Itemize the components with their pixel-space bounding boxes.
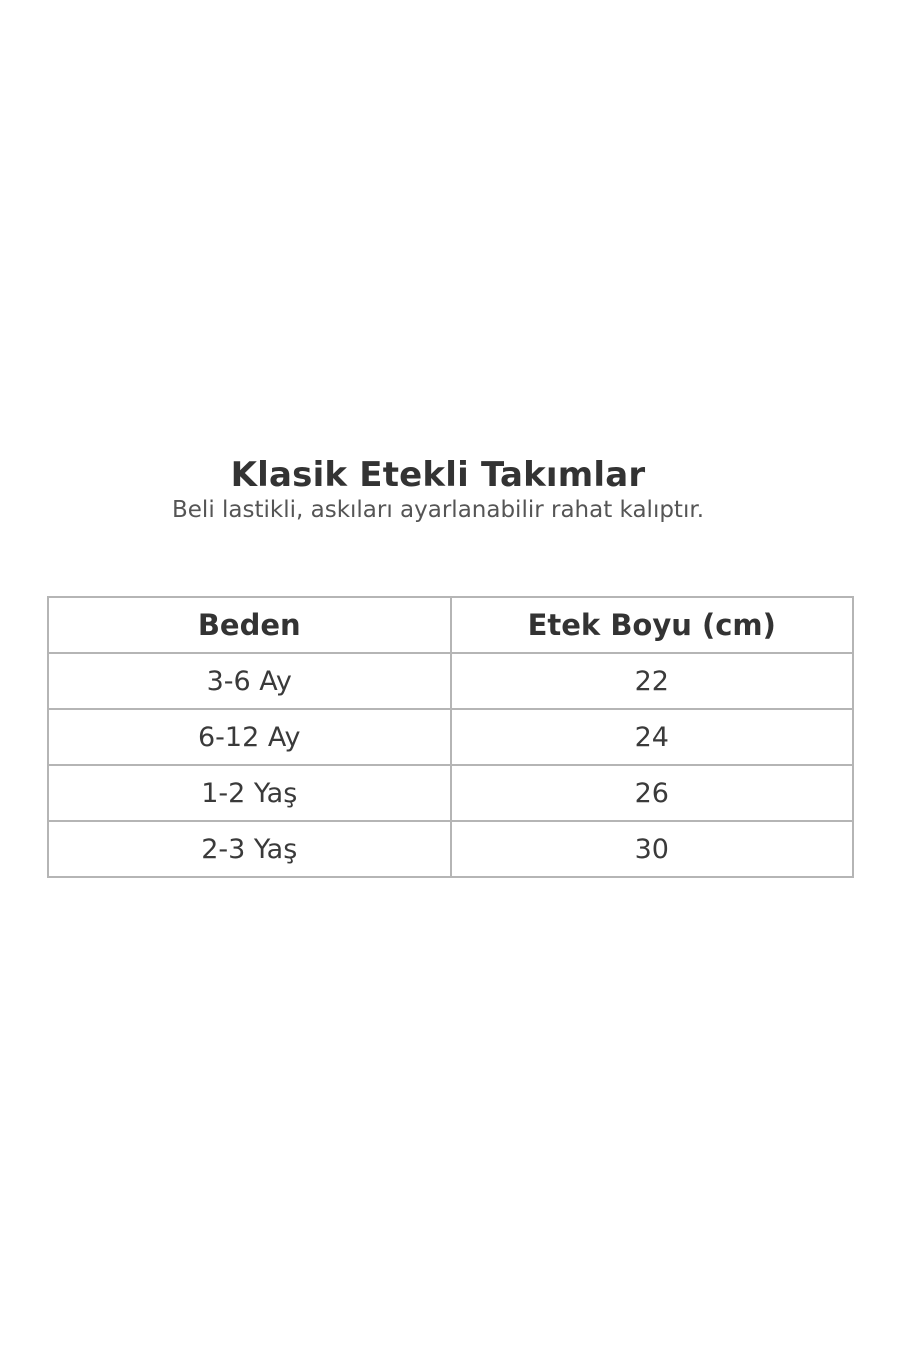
table-row (48, 653, 853, 709)
length-cell: 26 (451, 765, 854, 821)
page-title: Klasik Etekli Takımlar (230, 455, 646, 495)
table-row (48, 821, 853, 877)
page-subtitle: Beli lastikli, askıları ayarlanabilir rahat kalıptır. (172, 497, 704, 523)
size-cell: 3-6 Ay (48, 653, 451, 709)
table-row (48, 709, 853, 765)
header-beden: Beden (48, 597, 451, 653)
header-etek-boyu: Etek Boyu (cm) (451, 597, 854, 653)
size-cell: 2-3 Yaş (48, 821, 451, 877)
table-header-row (48, 597, 853, 653)
size-table (47, 596, 854, 878)
length-cell: 24 (451, 709, 854, 765)
table-row (48, 765, 853, 821)
size-cell: 6-12 Ay (48, 709, 451, 765)
size-cell: 1-2 Yaş (48, 765, 451, 821)
length-cell: 22 (451, 653, 854, 709)
length-cell: 30 (451, 821, 854, 877)
